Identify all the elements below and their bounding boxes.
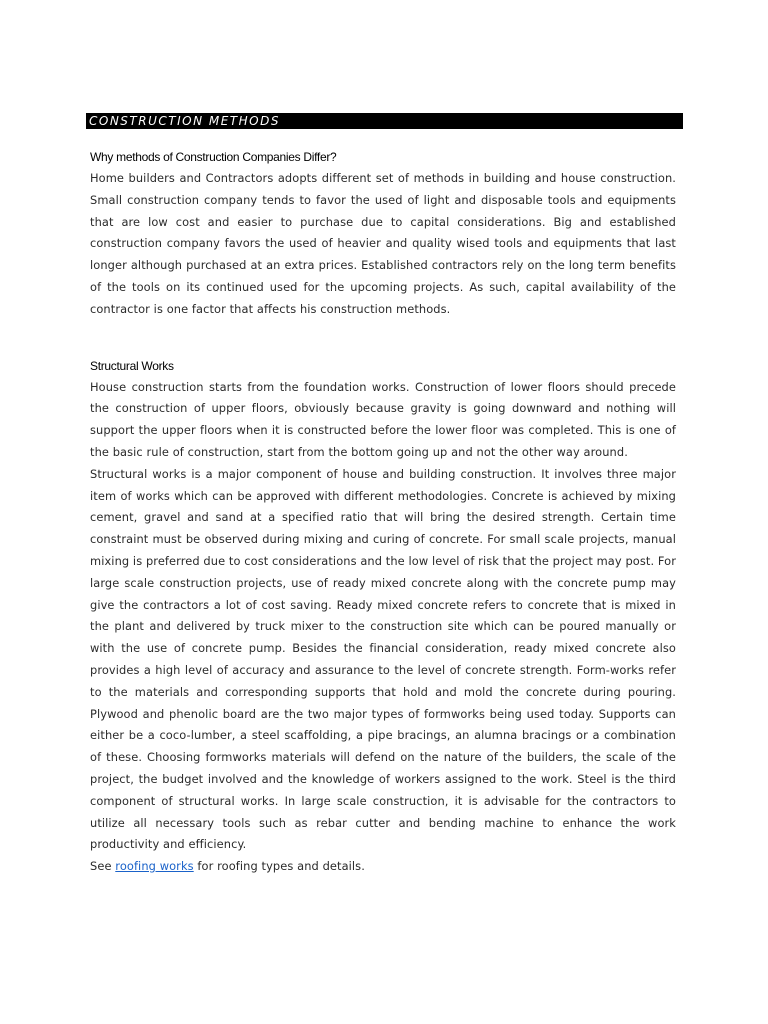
roofing-works-link[interactable]: roofing works bbox=[115, 859, 194, 874]
paragraph-structural-components: Structural works is a major component of house and building construction. It involves three major item of works which can be approved with different methodologies. Concrete is achieved by mixing cement, gravel and sand at a specified ratio that will bring the desired strength. Certain time constraint must be observed during mixing and curing of concrete. For small scale projects, manual mixing is preferred due to cost considerations and the low level of risk that the project may post. For large scale construction projects, use of ready mixed concrete along with the concrete pump may give the contractors a lot of cost saving. Ready mixed concrete refers to concrete that is mixed in the plant and delivered by truck mixer to the construction site which can be poured manually or with the use of concrete pump. Besides the financial consideration, ready mixed concrete also provides a high level of accuracy and assurance to the level of concrete strength. Form-works refer to the materials and corresponding supports that hold and mold the concrete during pouring. Plywood and phenolic board are the two major types of formworks being used today. Supports can either be a coco-lumber, a steel scaffolding, a pipe bracings, an alumna bracings or a combination of these. Choosing formworks materials will defend on the nature of the builders, the scale of the project, the budget involved and the knowledge of workers assigned to the work. Steel is the third component of structural works. In large scale construction, it is advisable for the contractors to utilize all necessary tools such as rebar cutter and bending machine to enhance the work productivity and efficiency. bbox=[90, 466, 676, 852]
paragraph-foundation-works: House construction starts from the foundation works. Construction of lower floors should precede the construction of upper floors, obviously because gravity is going downward and nothing will support the upper floors when it is constructed before the lower floor was completed. This is one of the basic rule of construction, start from the bottom going up and not the other way around. bbox=[90, 379, 676, 459]
paragraph-methods-differ: Home builders and Contractors adopts different set of methods in building and house construction. Small construction company tends to favor the used of light and disposable tools and equipments that are low cost and easier to purchase due to capital considerations. Big and established construction company favors the used of heavier and quality wised tools and equipments that last longer although purchased at an extra prices. Established contractors rely on the long term benefits of the tools on its continued used for the upcoming projects. As such, capital availability of the contractor is one factor that affects his construction methods. bbox=[90, 171, 676, 316]
section-title-bar bbox=[86, 113, 683, 129]
section-title: CONSTRUCTION METHODS bbox=[89, 114, 280, 128]
see-also-line bbox=[90, 856, 676, 878]
see-prefix: See bbox=[90, 859, 116, 874]
document-body bbox=[90, 146, 676, 878]
heading-why-methods-differ: Why methods of Construction Companies Differ? bbox=[90, 150, 337, 164]
see-suffix: for roofing types and details. bbox=[193, 859, 365, 874]
heading-structural-works: Structural Works bbox=[90, 358, 174, 373]
